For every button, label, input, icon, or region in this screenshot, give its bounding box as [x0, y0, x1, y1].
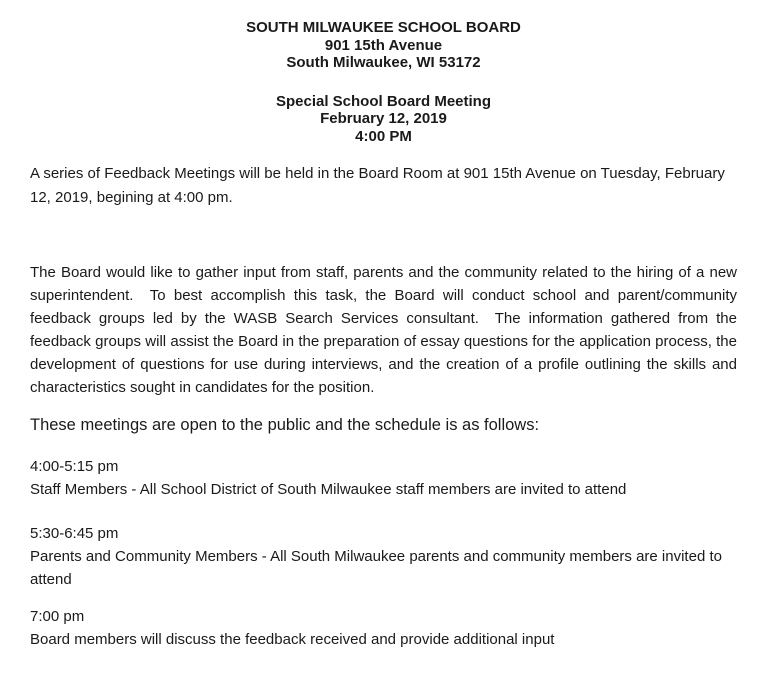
body-paragraph: The Board would like to gather input from staff, parents and the community related to the hiring of a new superintendent. To best accomplish this task, the Board will conduct school and parent/community feedback groups led by the WASB Search Services consultant. The information gathered from the feedback groups will assist the Board in the preparation of essay questions for the application process, the development of questions for use during interviews, and the creation of a profile outlining the skills and characteristics sought in candidates for the position.	[30, 264, 742, 396]
schedule-time: 4:00-5:15 pm	[30, 458, 119, 475]
schedule-time: 7:00 pm	[30, 608, 85, 625]
schedule-description: Parents and Community Members - All South Milwaukee parents and community members are invited to attend	[30, 548, 722, 588]
schedule-item-board	[30, 605, 737, 651]
schedule-item-staff	[30, 455, 737, 501]
address-line-2: South Milwaukee, WI 53172	[286, 54, 481, 71]
meeting-time: 4:00 PM	[355, 127, 412, 145]
intro-paragraph: A series of Feedback Meetings will be held in the Board Room at 901 15th Avenue on Tuesday, February 12, 2019, begining at 4:00 pm.	[30, 165, 730, 206]
schedule-item-parents-community	[30, 522, 737, 591]
organization-name: SOUTH MILWAUKEE SCHOOL BOARD	[246, 19, 521, 36]
schedule-description: Board members will discuss the feedback received and provide additional input	[30, 631, 555, 648]
meeting-header	[30, 93, 737, 146]
letterhead	[30, 19, 737, 72]
schedule-time: 5:30-6:45 pm	[30, 525, 119, 542]
meeting-date: February 12, 2019	[320, 110, 447, 127]
schedule-intro: These meetings are open to the public and the schedule is as follows:	[30, 416, 540, 434]
meeting-title: Special School Board Meeting	[275, 92, 492, 110]
schedule-description: Staff Members - All School District of South Milwaukee staff members are invited to attend	[30, 481, 627, 498]
address-line-1: 901 15th Avenue	[324, 36, 443, 54]
